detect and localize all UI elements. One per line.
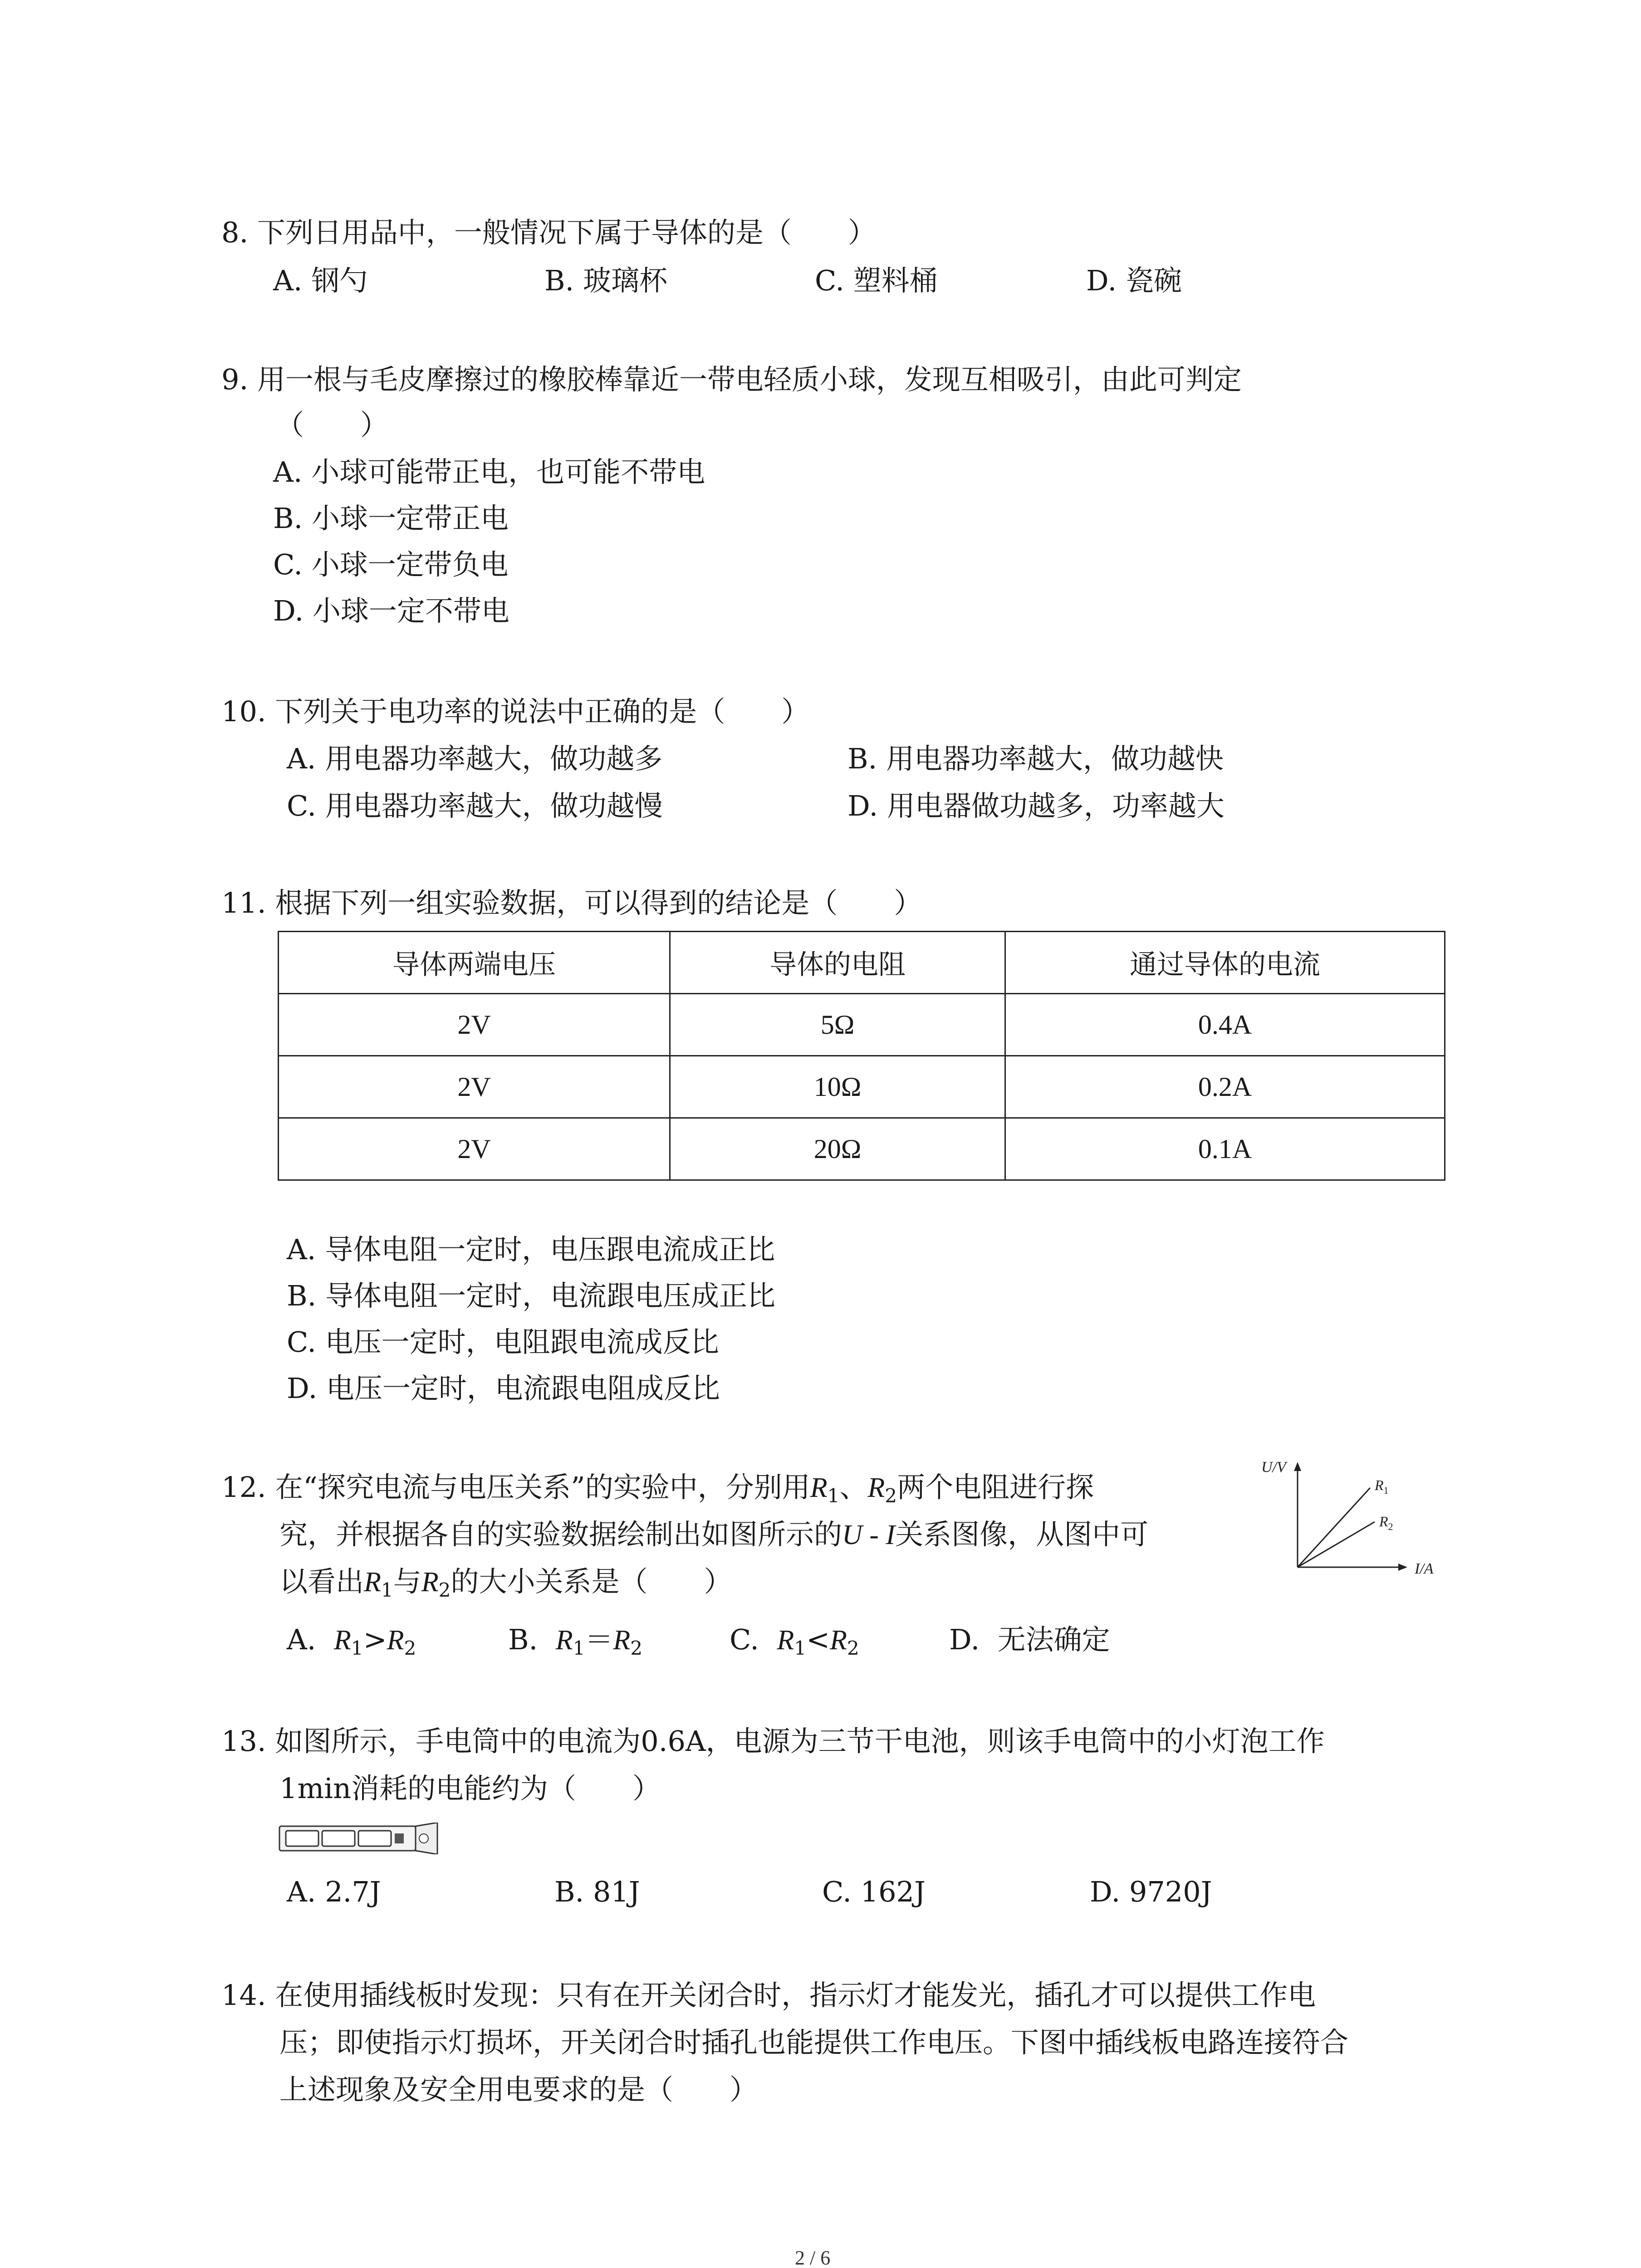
x-axis-arrow <box>1398 1564 1407 1571</box>
q13-option-d: D. 9720J <box>1090 1875 1212 1908</box>
q12-line-2: 究，并根据各自的实验数据绘制出如图所示的U - I关系图像，从图中可 <box>279 1518 1149 1551</box>
q10-option-c: C. 用电器功率越大，做功越慢 <box>287 789 663 822</box>
q11-option-d: D. 电压一定时，电流跟电阻成反比 <box>287 1372 720 1405</box>
battery-1 <box>286 1831 318 1846</box>
q8-option-a: A. 钢勺 <box>273 264 368 297</box>
table-cell-voltage: 2V <box>279 1056 670 1118</box>
graph-label-r2: $R_2$ <box>1379 1513 1393 1532</box>
q13-line-2: 1min消耗的电能约为（ ） <box>279 1772 661 1805</box>
battery-3 <box>358 1831 391 1846</box>
graph-label-r1: $R_1$ <box>1375 1477 1389 1496</box>
q9-stem: 9. 用一根与毛皮摩擦过的橡胶棒靠近一带电轻质小球，发现互相吸引，由此可判定 <box>221 363 1242 396</box>
table-header-voltage: 导体两端电压 <box>279 932 670 994</box>
q9-stem-bracket: （ ） <box>276 408 389 441</box>
q12-line-1: 12. 在“探究电流与电压关系”的实验中，分别用$R_1$、$R_2$两个电阻进行探 <box>221 1471 1094 1507</box>
q10-option-b: B. 用电器功率越大，做功越快 <box>847 742 1224 775</box>
q9-option-a: A. 小球可能带正电，也可能不带电 <box>273 455 705 489</box>
q11-option-a: A. 导体电阻一定时，电压跟电流成正比 <box>287 1233 775 1266</box>
q12-line-3: 以看出$R_1$与$R_2$的大小关系是（ ） <box>279 1565 732 1601</box>
q10-option-d: D. 用电器做功越多，功率越大 <box>847 789 1225 822</box>
y-axis-label: U/V <box>1261 1459 1286 1476</box>
q12-ui-graph <box>1243 1454 1461 1590</box>
q11-option-b: B. 导体电阻一定时，电流跟电压成正比 <box>287 1279 775 1312</box>
q8-option-b: B. 玻璃杯 <box>544 264 667 297</box>
q8-stem: 8. 下列日用品中，一般情况下属于导体的是（ ） <box>221 216 876 249</box>
q13-option-c: C. 162J <box>822 1875 926 1908</box>
table-cell-current: 0.2A <box>1005 1056 1445 1118</box>
q10-stem: 10. 下列关于电功率的说法中正确的是（ ） <box>221 695 810 728</box>
q14-line-3: 上述现象及安全用电要求的是（ ） <box>279 2073 758 2106</box>
table-row <box>279 1056 1445 1118</box>
q12-option-d: D. 无法确定 <box>949 1623 1110 1656</box>
q9-option-d: D. 小球一定不带电 <box>273 594 509 627</box>
table-row <box>279 1118 1445 1180</box>
q10-option-a: A. 用电器功率越大，做功越多 <box>287 742 663 775</box>
q9-option-c: C. 小球一定带负电 <box>273 548 509 581</box>
graph-line-r2 <box>1298 1522 1375 1567</box>
switch <box>395 1833 404 1843</box>
q13-line-1: 13. 如图所示，手电筒中的电流为0.6A，电源为三节干电池，则该手电筒中的小灯泡工作 <box>221 1725 1325 1758</box>
q12-option-a: A. $R_1>R_2$ <box>287 1623 416 1659</box>
table-cell-resistance: 20Ω <box>670 1118 1005 1180</box>
table-header-row <box>279 932 1445 994</box>
x-axis-label: I/A <box>1415 1560 1434 1577</box>
y-axis-arrow <box>1294 1462 1301 1471</box>
q11-stem: 11. 根据下列一组实验数据，可以得到的结论是（ ） <box>221 886 922 919</box>
q13-option-a: A. 2.7J <box>287 1875 381 1908</box>
q9-option-b: B. 小球一定带正电 <box>273 502 509 535</box>
q14-line-1: 14. 在使用插线板时发现：只有在开关闭合时，指示灯才能发光，插孔才可以提供工作电 <box>221 1979 1316 2012</box>
q11-data-table <box>278 931 1445 1181</box>
q14-line-2: 压；即使指示灯损坏，开关闭合时插孔也能提供工作电压。下图中插线板电路连接符合 <box>279 2026 1349 2059</box>
table-header-current: 通过导体的电流 <box>1005 932 1445 994</box>
q12-option-b: B. $R_1=R_2$ <box>508 1623 643 1659</box>
table-cell-current: 0.1A <box>1005 1118 1445 1180</box>
table-cell-resistance: 5Ω <box>670 994 1005 1056</box>
q8-option-c: C. 塑料桶 <box>815 264 938 297</box>
table-cell-voltage: 2V <box>279 1118 670 1180</box>
table-header-resistance: 导体的电阻 <box>670 932 1005 994</box>
table-cell-resistance: 10Ω <box>670 1056 1005 1118</box>
q13-option-b: B. 81J <box>554 1875 640 1908</box>
graph-line-r1 <box>1298 1488 1370 1567</box>
q8-option-d: D. 瓷碗 <box>1086 264 1182 297</box>
battery-2 <box>322 1831 355 1846</box>
bulb <box>419 1834 428 1843</box>
page-number: 2 / 6 <box>795 2247 831 2268</box>
table-cell-current: 0.4A <box>1005 994 1445 1056</box>
table-cell-voltage: 2V <box>279 994 670 1056</box>
table-row <box>279 994 1445 1056</box>
q12-option-c: C. $R_1<R_2$ <box>730 1623 859 1659</box>
q11-option-c: C. 电压一定时，电阻跟电流成反比 <box>287 1325 719 1359</box>
flashlight-diagram <box>278 1823 441 1854</box>
